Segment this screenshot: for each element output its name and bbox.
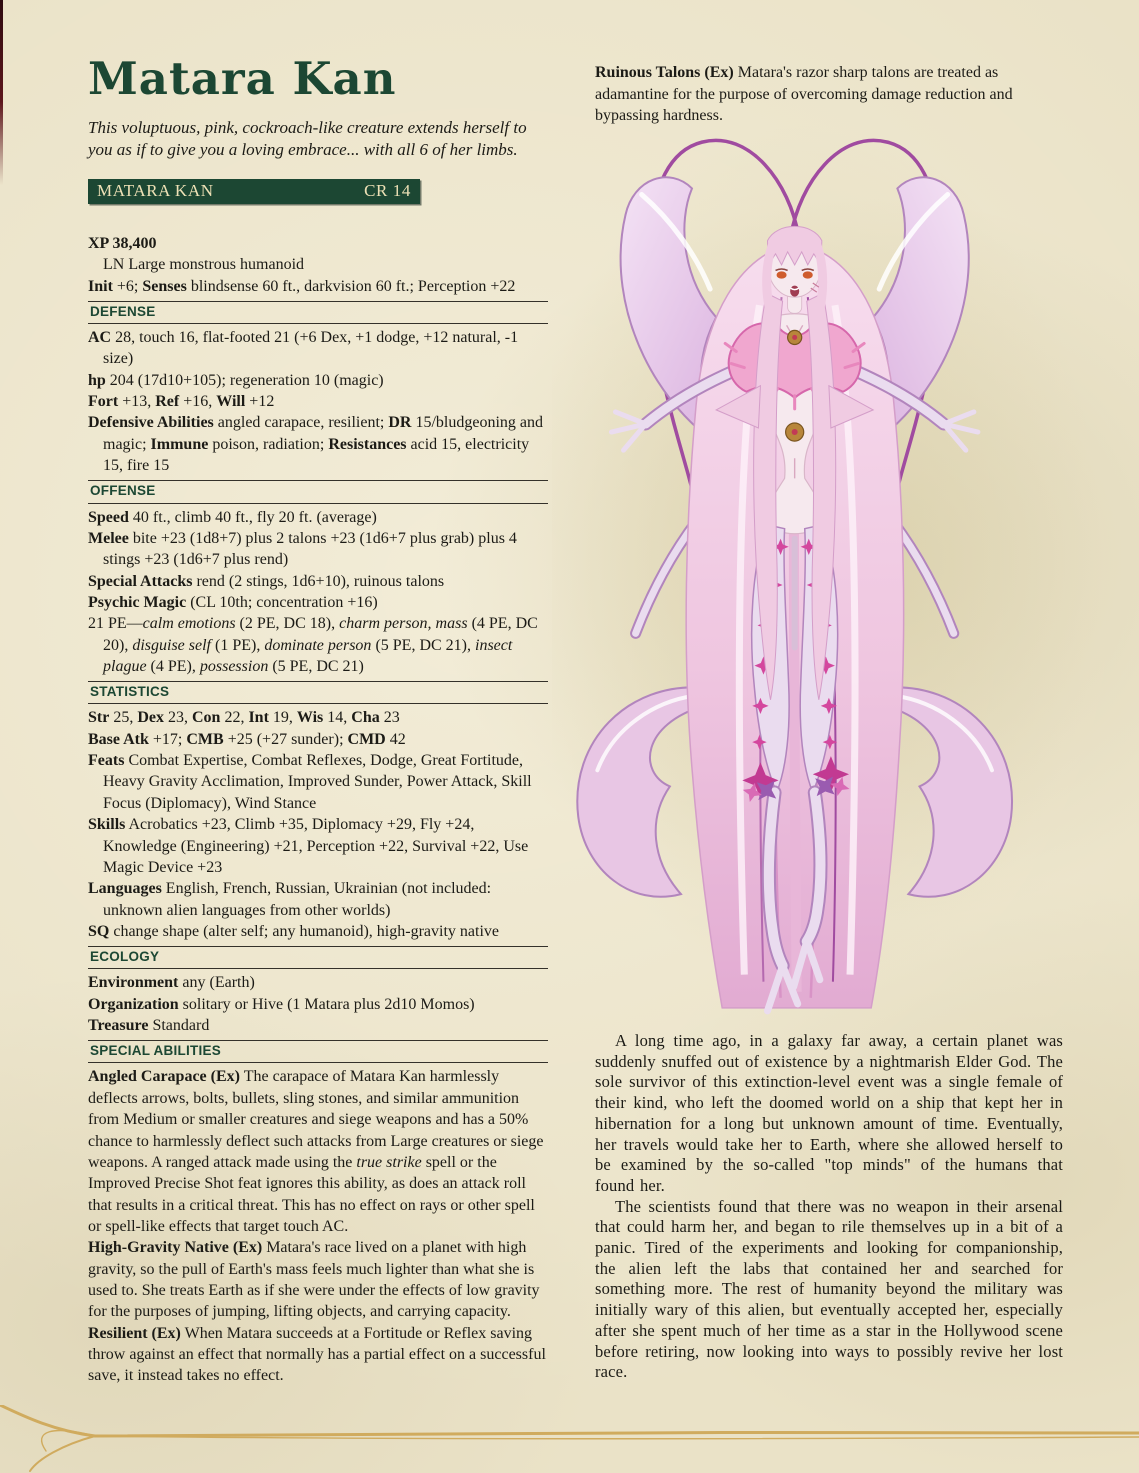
stat-line: AC 28, touch 16, flat-footed 21 (+6 Dex, +1 dodge, +12 natural, -1 size) (88, 328, 519, 368)
ability-resilient: Resilient (Ex) When Matara succeeds at a Fortitude or Reflex saving throw against an effect that normally has a partial effect on a successful save, it instead takes no effect. (88, 1324, 546, 1385)
statblock (88, 233, 548, 1387)
stat-line: Defensive Abilities angled carapace, resilient; DR 15/bludgeoning and magic; Immune poison, radiation; Resistances acid 15, electricity 15, fire 15 (88, 414, 543, 475)
stat-line: Psychic Magic (CL 10th; concentration +16) (88, 593, 378, 611)
bottom-flourish (0, 1405, 1139, 1473)
section-header-ecology: ECOLOGY (88, 946, 548, 969)
stat-line: Organization solitary or Hive (1 Matara plus 2d10 Momos) (88, 995, 475, 1013)
stat-line: Feats Combat Expertise, Combat Reflexes, Dodge, Great Fortitude, Heavy Gravity Acclimation, Improved Sunder, Power Attack, Skill Focus (Diplomacy), Wind Stance (88, 752, 532, 812)
page-title: Matara Kan (88, 52, 397, 105)
stat-line: Treasure Standard (88, 1017, 210, 1035)
section-header-defense: DEFENSE (88, 301, 548, 324)
stat-line: Melee bite +23 (1d8+7) plus 2 talons +23 (1d6+7 plus grab) plus 4 stings +23 (1d6+7 plus rend) (88, 529, 517, 569)
creature-cr-bar (88, 179, 420, 204)
stat-line: Special Attacks rend (2 stings, 1d6+10), ruinous talons (88, 572, 445, 590)
stat-line: Speed 40 ft., climb 40 ft., fly 20 ft. (average) (88, 508, 377, 526)
init-senses-line: Init +6; Senses blindsense 60 ft., darkvision 60 ft.; Perception +22 (88, 277, 516, 295)
stat-line: Base Atk +17; CMB +25 (+27 sunder); CMD 42 (88, 730, 406, 748)
creature-illustration (552, 124, 1138, 1030)
creature-name-label: MATARA KAN (97, 181, 214, 201)
cr-label: CR 14 (364, 181, 411, 201)
stat-line: Environment any (Earth) (88, 974, 255, 992)
section-header-statistics: STATISTICS (88, 681, 548, 704)
lore-paragraph: A long time ago, in a galaxy far away, a certain planet was suddenly snuffed out of existence by a nightmarish Elder God. The sole survivor of this extinction-level event was a single female of their kind, who left the doomed world on a ship that kept her in hibernation for a long but unknown amount of time. Eventually, her travels would take her to Earth, where she allowed herself to be examined by the so-called "top minds" of the humans that found her. (595, 1031, 1063, 1195)
section-header-special-abilities: SPECIAL ABILITIES (88, 1040, 548, 1063)
xp-line: XP 38,400 (88, 234, 157, 252)
page-edge-mark (0, 0, 3, 185)
stat-line: 21 PE—calm emotions (2 PE, DC 18), charm person, mass (4 PE, DC 20), disguise self (1 PE), dominate person (5 PE, DC 21), insect plague (4 PE), possession (5 PE, DC 21) (88, 615, 538, 676)
stat-line: Str 25, Dex 23, Con 22, Int 19, Wis 14, Cha 23 (88, 709, 400, 727)
ability-ruinous-talons: Ruinous Talons (Ex) Matara's razor sharp talons are treated as adamantine for the purpose of overcoming damage reduction and bypassing hardness. (595, 64, 1013, 125)
stat-line: Skills Acrobatics +23, Climb +35, Diplomacy +29, Fly +24, Knowledge (Engineering) +21, Perception +22, Survival +22, Use Magic Device +23 (88, 816, 529, 876)
ability-high-gravity-native: High-Gravity Native (Ex) Matara's race lived on a planet with high gravity, so the pull of Earth's mass feels much lighter than what she is used to. She treats Earth as if she were under the effects of low gravity for the purposes of jumping, lifting objects, and carrying capacity. (88, 1239, 540, 1321)
type-line: LN Large monstrous humanoid (103, 256, 305, 274)
flavor-text: This voluptuous, pink, cockroach-like creature extends herself to you as if to give you a loving embrace... with all 6 of her limbs. (88, 118, 527, 160)
stat-line: Languages English, French, Russian, Ukrainian (not included: unknown alien languages from other worlds) (88, 880, 492, 919)
stat-line: Fort +13, Ref +16, Will +12 (88, 393, 275, 411)
stat-line: SQ change shape (alter self; any humanoid), high-gravity native (88, 922, 499, 940)
ability-angled-carapace: Angled Carapace (Ex) The carapace of Matara Kan harmlessly deflects arrows, bolts, bullets, sling stones, and similar ammunition from Medium or smaller creatures and siege weapons and has a 50% chance to harmlessly deflect such attacks from Large creatures or siege weapons. A ranged attack made using the true strike spell or the Improved Precise Shot feat ignores this ability, as does an attack roll that results in a critical threat. This has no effect on rays or other spell or spell-like effects that target touch AC. (88, 1068, 544, 1235)
stat-column (88, 52, 548, 1387)
section-header-offense: OFFENSE (88, 480, 548, 503)
lore-paragraph: The scientists found that there was no weapon in their arsenal that could harm her, and began to rile themselves up in a bit of a panic. Tired of the experiments and looking for companionship, the alien left the labs that contained her and searched for something more. The rest of humanity beyond the military was initially wary of this alien, but eventually accepted her, especially after she spent much of her time as a star in the Hollywood scene before retiring, now looking into ways to possibly revive her lost race. (595, 1196, 1063, 1382)
stat-line: hp 204 (17d10+105); regeneration 10 (magic) (88, 371, 384, 389)
lore-text (595, 1031, 1063, 1383)
